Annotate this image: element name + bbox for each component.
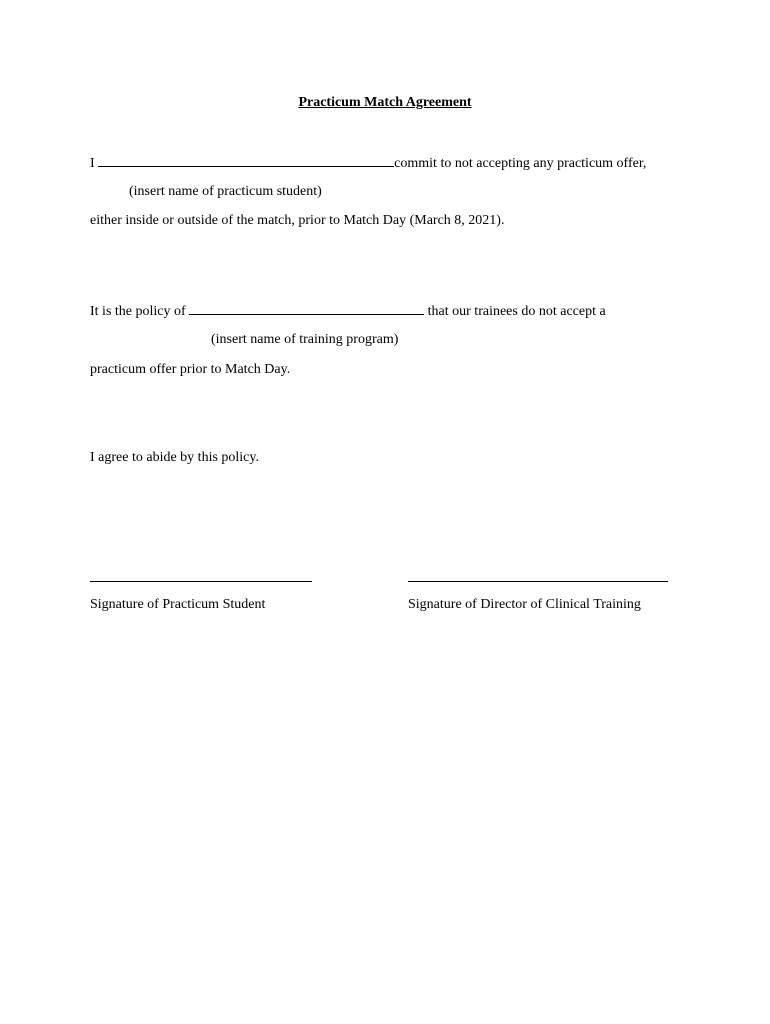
student-name-hint: (insert name of practicum student) [129, 184, 322, 199]
agreement-statement: I agree to abide by this policy. [90, 450, 259, 465]
policy-line [90, 301, 606, 321]
policy-prefix: It is the policy of [90, 304, 186, 319]
program-name-blank[interactable] [189, 301, 424, 315]
student-commit-prefix: I [90, 156, 95, 171]
student-commit-continuation: either inside or outside of the match, prior to Match Day (March 8, 2021). [90, 213, 505, 228]
student-commit-suffix: commit to not accepting any practicum offer, [394, 156, 647, 171]
director-signature-label: Signature of Director of Clinical Training [408, 597, 641, 612]
policy-continuation: practicum offer prior to Match Day. [90, 362, 291, 377]
student-signature-label: Signature of Practicum Student [90, 597, 266, 612]
policy-suffix: that our trainees do not accept a [427, 304, 606, 319]
program-name-hint: (insert name of training program) [211, 332, 399, 347]
student-commit-line [90, 153, 646, 173]
student-signature-line[interactable] [90, 581, 312, 582]
director-signature-line[interactable] [408, 581, 668, 582]
document-title: Practicum Match Agreement [298, 95, 472, 110]
student-name-blank[interactable] [98, 153, 394, 167]
